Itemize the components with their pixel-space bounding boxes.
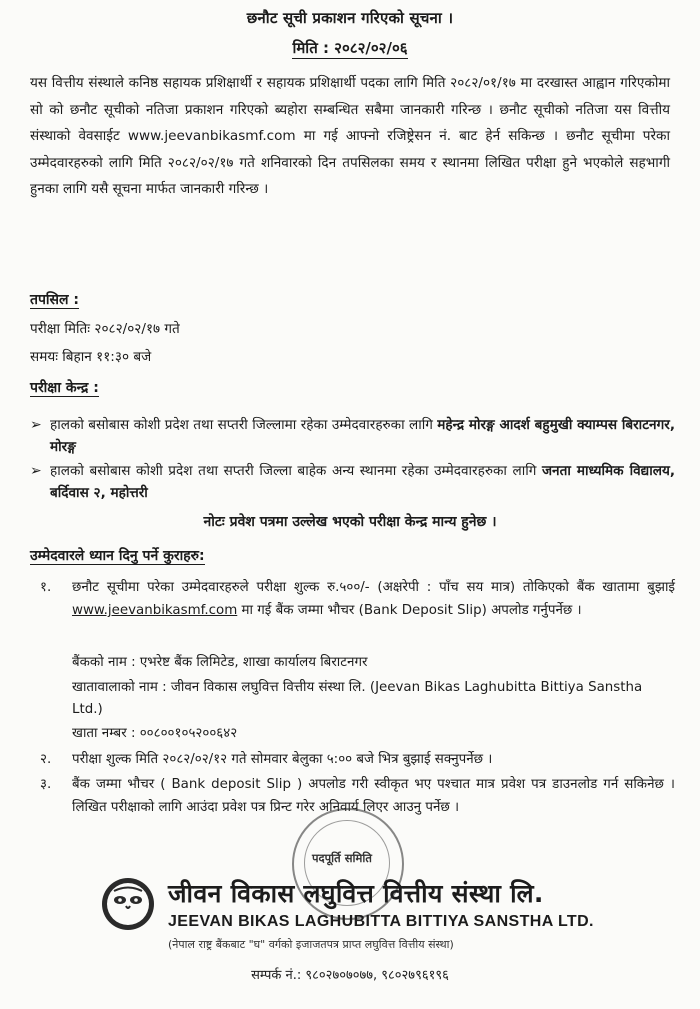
website-link[interactable]: www.jeevanbikasmf.com [72,603,238,618]
details-heading: तपसिल : [30,292,79,308]
instruction-item-2: २. परीक्षा शुल्क मिति २०८२/०२/१२ गते सोमवार बेलुका ५:०० बजे भित्र बुझाई सक्नुपर्नेछ । [40,752,493,767]
instructions-heading: उम्मेदवारले ध्यान दिनु पर्ने कुराहरु: [30,548,205,564]
instruction-item-1: १. छनौट सूचीमा परेका उम्मेदवारहरुले परीक्षा शुल्क रु.५००/- (अक्षरेपी : पाँच सय मात्र) तोकिएको बैंक खातामा बुझाई www.jeevanbikasmf.com मा गई बैंक जम्मा भौचर (Bank Deposit Slip) अपलोड गर्नुपर्नेछ । [40,580,675,618]
organization-subtitle: (नेपाल राष्ट्र बैंकबाट "घ" वर्गको इजाजतपत्र प्राप्त लघुवित्त वित्तीय संस्था) [168,938,454,951]
arrow-bullet-icon: ➢ [30,417,42,433]
notice-date: मिति : २०८२/०२/०६ [292,39,408,57]
account-holder: खातावालाको नाम : जीवन विकास लघुवित्त वित्तीय संस्था लि. (Jeevan Bikas Laghubitta Bittiya Sanstha Ltd.) [72,680,643,717]
contact-numbers: सम्पर्क नं.: ९८०२७०७०७७, ९८०२७९६१९६ [251,968,449,983]
instruction-item-3: ३. बैंक जम्मा भौचर ( Bank deposit Slip ) अपलोड गरी स्वीकृत भए पश्चात मात्र प्रवेश पत्र डाउनलोड गर्न सकिनेछ । लिखित परीक्षाको लागि आउंदा प्रवेश पत्र प्रिन्ट गरेर अनिवार्य लिएर आउनु पर्नेछ । [40,777,675,815]
intro-paragraph: यस वित्तीय संस्थाले कनिष्ठ सहायक प्रशिक्षार्थी र सहायक प्रशिक्षार्थी पदका लागि मिति २०८२/०१/१७ मा दरखास्त आह्वान गरिएकोमा सो को छनौट सूचीको नतिजा प्रकाशन गरिएको ब्यहोरा सम्बन्धित सबैमा जानकारी गरिन्छ । छनौट सूचीको नतिजा यस वित्तीय संस्थाको वेवसाईट www.jeevanbikasmf.com मा गई आफ्नो रजिष्ट्रेसन नं. बाट हेर्न सकिन्छ । छनौट सूचीमा परेका उम्मेदवारहरुको लागि मिति २०८२/०२/१७ गते शनिवारको दिन तपसिलका समय र स्थानमा लिखित परीक्षा हुने भएकोले सहभागी हुनका लागि यसै सूचना मार्फत जानकारी गरिन्छ । [30,75,670,197]
notice-title: छनौट सूची प्रकाशन गरिएको सूचना । [246,9,454,27]
exam-date: परीक्षा मितिः २०८२/०२/१७ गते [30,321,180,337]
center-item: ➢ हालको बसोबास कोशी प्रदेश तथा सप्तरी जिल्ला बाहेक अन्य स्थानमा रहेका उम्मेदवारहरुका लागि जनता माध्यमिक विद्यालय, बर्दिवास २, महोत्तरी [30,460,675,504]
center-item: ➢ हालको बसोबास कोशी प्रदेश तथा सप्तरी जिल्लामा रहेका उम्मेदवारहरुका लागि महेन्द्र मोरङ्ग आदर्श बहुमुखी क्याम्पस बिराटनगर, मोरङ्ग [30,414,675,458]
organization-logo-icon [100,876,156,932]
account-number: खाता नम्बर : ००८००१०५२००६४२ [72,726,238,741]
center-venue: महेन्द्र मोरङ्ग आदर्श बहुमुखी क्याम्पस बिराटनगर, मोरङ्ग [50,417,675,455]
centers-heading: परीक्षा केन्द्र : [30,380,99,396]
organization-name-np: जीवन विकास लघुवित्त वित्तीय संस्था लि. [168,879,544,908]
bank-name: बैंकको नाम : एभरेष्ट बैंक लिमिटेड, शाखा कार्यालय बिराटनगर [72,655,368,670]
arrow-bullet-icon: ➢ [30,463,42,479]
exam-time: समयः बिहान ११:३० बजे [30,349,152,365]
organization-name-en: JEEVAN BIKAS LAGHUBITTA BITTIYA SANSTHA LTD. [168,913,594,930]
center-venue: जनता माध्यमिक विद्यालय, बर्दिवास २, महोत्तरी [50,463,676,501]
center-note: नोटः प्रवेश पत्रमा उल्लेख भएको परीक्षा केन्द्र मान्य हुनेछ । [203,514,497,530]
stamp-text: पदपूर्ति समिति [312,851,372,865]
